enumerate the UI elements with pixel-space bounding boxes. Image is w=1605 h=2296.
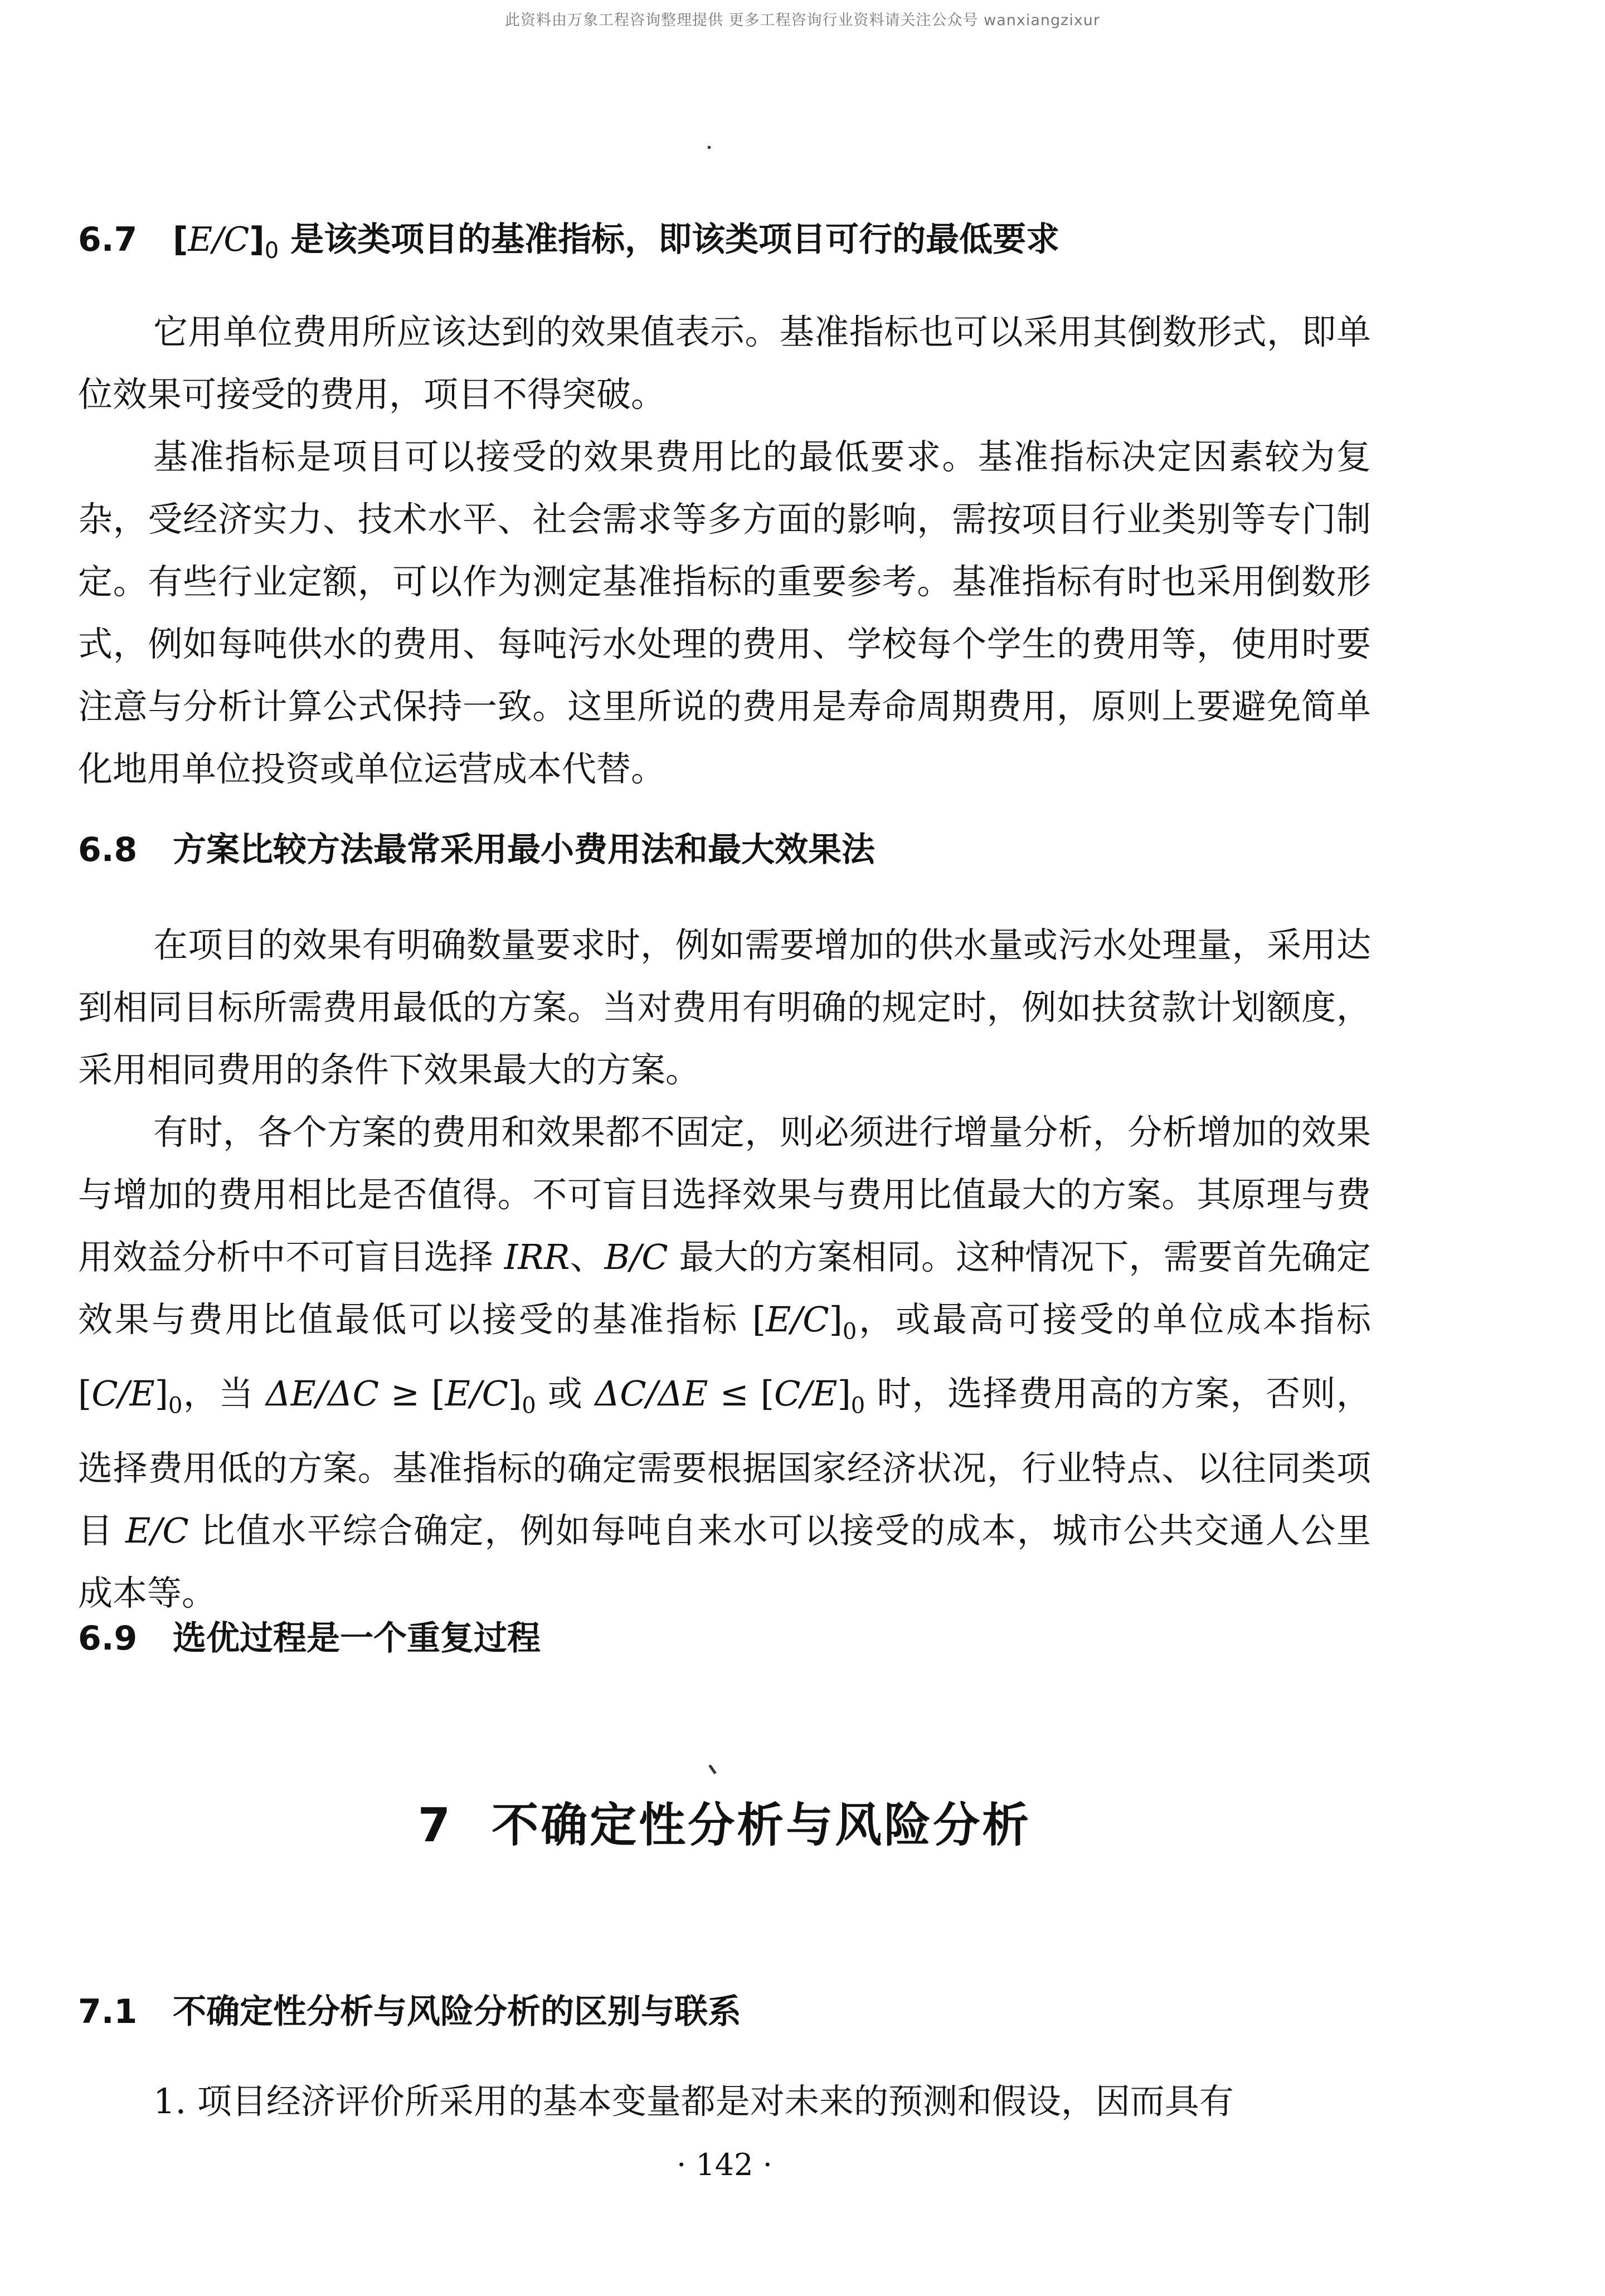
chapter-heading — [78, 1794, 1371, 1856]
section-heading-6-7: 6.7 $[E/C]_0$ 是该类项目的基准指标，即该类项目可行的最低要求 — [78, 217, 1371, 273]
section-heading-7-1 — [78, 1989, 1371, 2034]
section-heading-6-8 — [78, 828, 1371, 872]
page-number: · 142 · — [677, 2147, 772, 2182]
watermark-text: 此资料由万象工程咨询整理提供 更多工程咨询行业资料请关注公众号 wanxiangzixur — [504, 12, 1101, 29]
chapter-title: 不确定性分析与风险分析 — [492, 1798, 1032, 1852]
section-number: 6.8 — [78, 830, 138, 869]
paragraph: 有时，各个方案的费用和效果都不固定，则必须进行增量分析，分析增加的效果与增加的费用相比是否值得。不可盲目选择效果与费用比值最大的方案。其原理与费用效益分析中不可盲目选择 IRR、B/C 最大的方案相同。这种情况下，需要首先确定效果与费用比值最低可以接受的基准指标 $[E/C]_0$，或最高可接受的单位成本指标 $[C/E]_0$，当 $\Delta E/\Delta C \ge [E/C]_0$ 或 $\Delta C/\Delta E \le [C/E]_0$ 时，选择费用高的方案，否则，选择费用低的方案。基准指标的确定需要根据国家经济状况，行业特点、以往同类项目 E/C 比值水平综合确定，例如每吨自来水可以接受的成本，城市公共交通人公里成本等。 — [78, 1112, 1371, 1613]
section-number: 6.9 — [78, 1619, 138, 1658]
section-title: 方案比较方法最常采用最小费用法和最大效果法 — [173, 830, 875, 869]
section-title: 不确定性分析与风险分析的区别与联系 — [173, 1992, 741, 2031]
section-title: 是该类项目的基准指标，即该类项目可行的最低要求 — [290, 220, 1060, 259]
scan-speck — [708, 146, 711, 149]
math-var: E/C — [188, 220, 250, 259]
paragraph: 1. 项目经济评价所采用的基本变量都是对未来的预测和假设，因而具有 — [153, 2081, 1234, 2122]
section-number: 7.1 — [78, 1992, 138, 2031]
section-number: 6.7 — [78, 220, 138, 259]
scan-speck — [708, 1764, 716, 1774]
chapter-number: 7 — [417, 1798, 453, 1852]
section-title: 选优过程是一个重复过程 — [173, 1619, 541, 1658]
paragraph: 它用单位费用所应该达到的效果值表示。基准指标也可以采用其倒数形式，即单位效果可接受的费用，项目不得突破。 — [78, 312, 1371, 415]
section-heading-6-9 — [78, 1616, 1371, 1661]
paragraph: 在项目的效果有明确数量要求时，例如需要增加的供水量或污水处理量，采用达到相同目标所需费用最低的方案。当对费用有明确的规定时，例如扶贫款计划额度，采用相同费用的条件下效果最大的方案。 — [78, 925, 1371, 1090]
paragraph: 基准指标是项目可以接受的效果费用比的最低要求。基准指标决定因素较为复杂，受经济实力、技术水平、社会需求等多方面的影响，需按项目行业类别等专门制定。有些行业定额，可以作为测定基准指标的重要参考。基准指标有时也采用倒数形式，例如每吨供水的费用、每吨污水处理的费用、学校每个学生的费用等，使用时要注意与分析计算公式保持一致。这里所说的费用是寿命周期费用，原则上要避免简单化地用单位投资或单位运营成本代替。 — [78, 436, 1371, 789]
